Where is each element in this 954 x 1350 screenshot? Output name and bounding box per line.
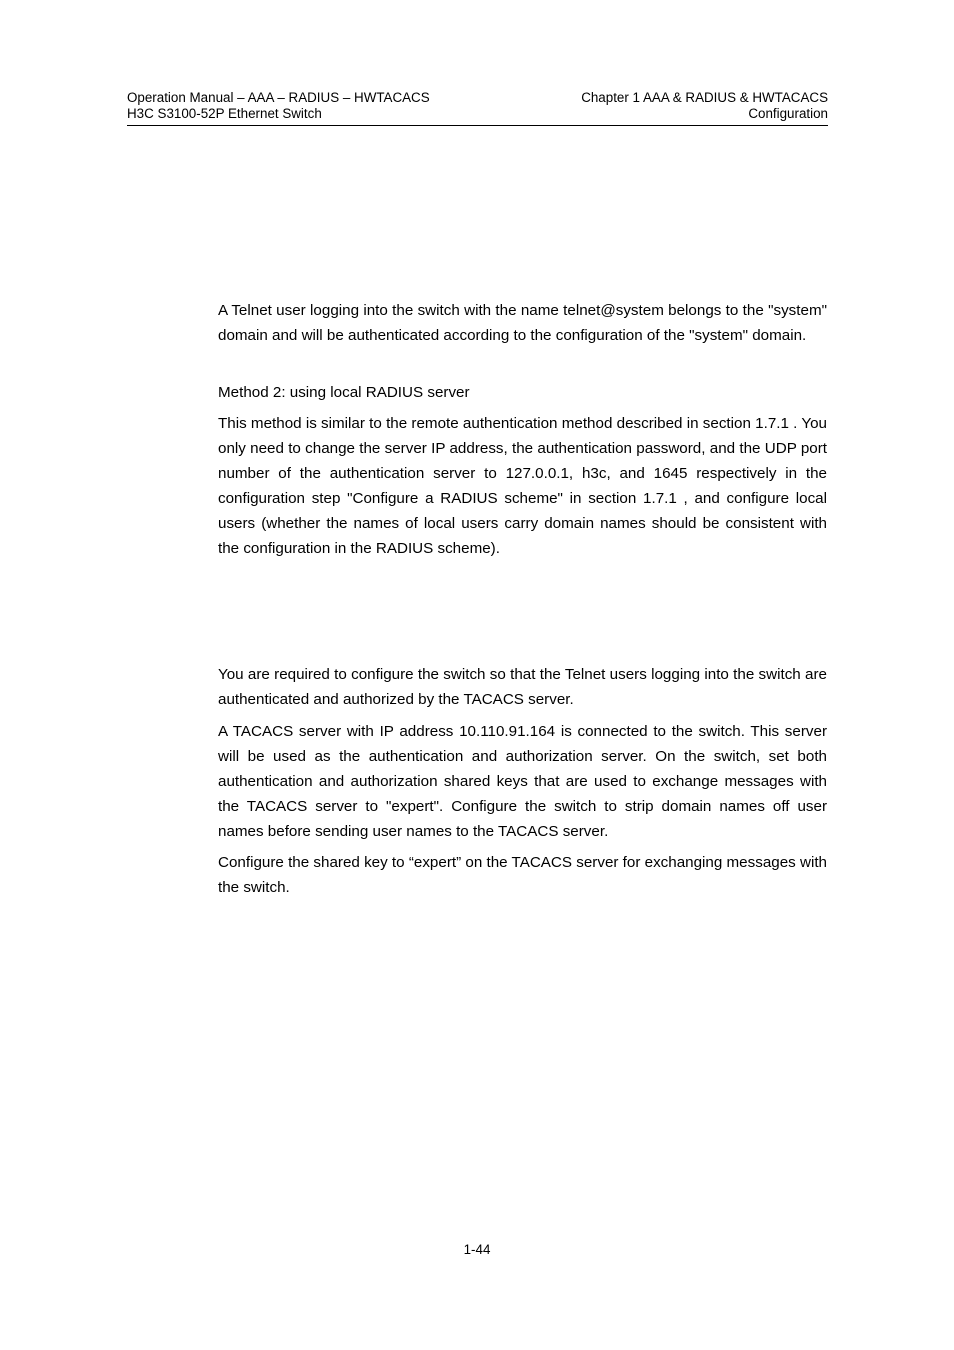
body-paragraph: Configure the shared key to “expert” on the TACACS server for exchanging messages with the switch. — [218, 854, 827, 896]
header-left — [127, 90, 430, 122]
method-heading-paragraph: Method 2: using local RADIUS server — [218, 384, 470, 401]
body-paragraph: A TACACS server with IP address 10.110.91.164 is connected to the switch. This server will be used as the authentication and authorization server. On the switch, set both authentication and authorization shared keys that are used to exchange messages with the TACACS server to "expert". Configure the switch to strip domain names off user names before sending user names to the TACACS server. — [218, 723, 827, 840]
manual-title: Operation Manual – AAA – RADIUS – HWTACACS — [127, 90, 430, 105]
page-number: 1-44 — [463, 1242, 491, 1257]
body-paragraph: You are required to configure the switch so that the Telnet users logging into the switch are authenticated and authorized by the TACACS server. — [218, 666, 827, 708]
page-header — [127, 90, 828, 126]
section-name: Configuration — [748, 106, 828, 121]
body-paragraph: A Telnet user logging into the switch with the name telnet@system belongs to the "system" domain and will be authenticated according to the configuration of the "system" domain. — [218, 302, 827, 344]
product-name: H3C S3100-52P Ethernet Switch — [127, 106, 322, 121]
body-paragraph: This method is similar to the remote authentication method described in section 1.7.1 . You only need to change the server IP address, the authentication password, and the UDP port number of the authentication server to 127.0.0.1, h3c, and 1645 respectively in the configuration step "Configure a RADIUS scheme" in section 1.7.1 , and configure local users (whether the names of local users carry domain names should be consistent with the configuration in the RADIUS scheme). — [218, 415, 827, 557]
header-right — [581, 90, 828, 122]
chapter-title: Chapter 1 AAA & RADIUS & HWTACACS — [581, 90, 828, 105]
